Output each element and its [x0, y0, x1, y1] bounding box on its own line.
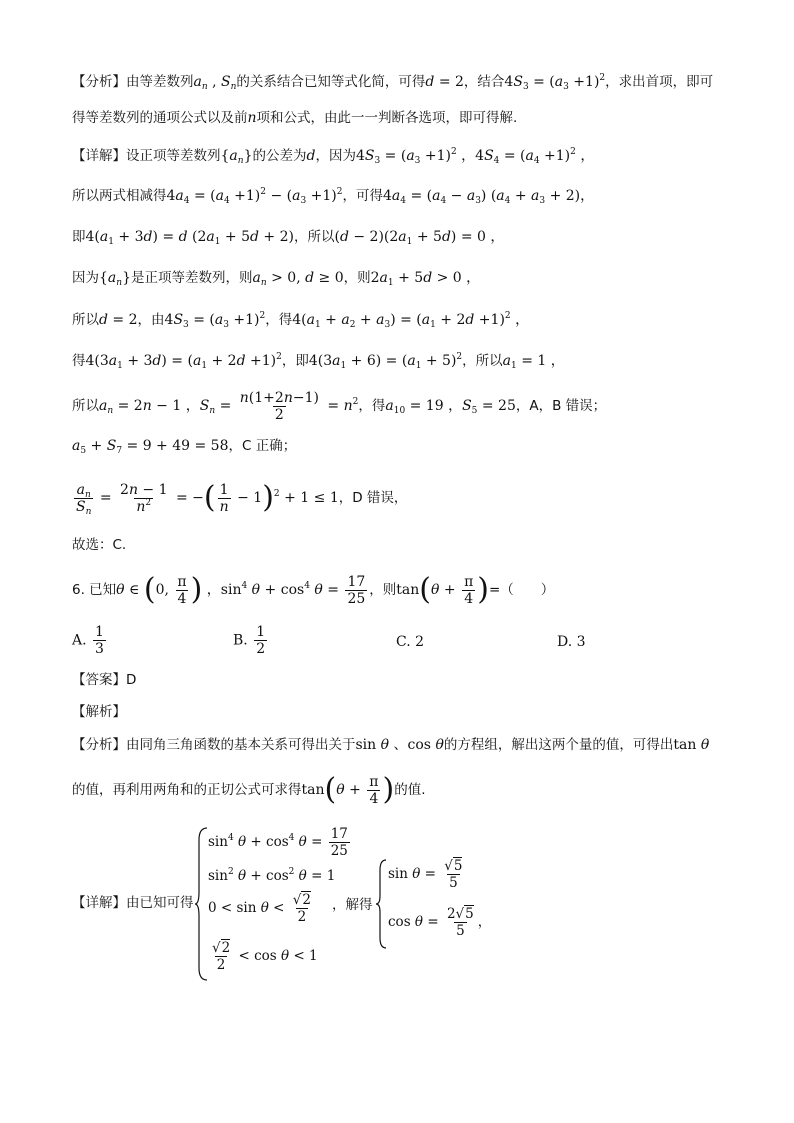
answer-tag: 【答案】 — [72, 672, 126, 688]
system-eq-4: $\frac{√2}{2}$ < cos θ < 1 — [212, 940, 318, 973]
solve-label: ，解得 — [332, 897, 373, 913]
option-d: D. 3 — [557, 634, 586, 650]
question-6: 6. 已知θ ∈ (0, $\frac{\pi}{4}$ ) ，$\sin^4 \theta + \cos^4 \theta$ = $\frac{17}{25}$ ，则tan(θ + $\frac{\pi}{4}$ )=（ ） — [72, 572, 555, 607]
answer-value: D — [126, 672, 137, 688]
analysis2-line-2: 的值，再利用两角和的正切公式可求得tan(θ + $\frac{\pi}{4}$ )的值. — [72, 772, 426, 807]
analysis2-line-1: 【分析】由同角三角函数的基本关系可得出关于sin θ 、cos θ的方程组，解出这两个量的值，可得出tan θ — [72, 737, 710, 753]
detail-line-4: 因为$\{a_n\}$是正项等差数列，则$a_n > 0$, d ≥ 0，则$2a_1 + 5d > 0$ ， — [72, 270, 481, 288]
system-eq-3: 0 < sin θ < $\frac{√2}{2}$ — [208, 892, 311, 925]
analysis-line-2: 得等差数列的通项公式以及前n项和公式，由此一一判断各选项，即可得解. — [72, 110, 518, 126]
detail-line-10: 故选：C. — [72, 537, 127, 553]
solution-cos: cos θ = $\frac{2√5}{5}$ ， — [388, 906, 492, 939]
detail-line-9: $\frac{a_n}{S_n}$ = $\frac{2n - 1}{n^2}$ = −( $\frac{1}{n}$ − 1)$^2$ + 1 ≤ 1，D 错误， — [76, 480, 408, 517]
right-brace — [376, 858, 388, 950]
option-a: A. $\frac{1}{3}$ — [72, 624, 104, 657]
analysis-tag: 【分析】 — [72, 74, 126, 90]
explain-tag: 【解析】 — [72, 704, 126, 720]
detail-line-3: 即$4(a_1 + 3d) = d$ $(2a_1 + 5d + 2)$，所以$(d - 2)(2a_1 + 5d) = 0$ ， — [72, 229, 505, 247]
detail-line-7: 所以$a_n = 2n - 1$ ，$S_n$ = $\frac{n(1+2n-1)}{2}$ = $n^2$，得$a_{10} = 19$ ，$S_5 = 25$，A，B 错误； — [72, 389, 607, 423]
answer-line — [72, 670, 136, 690]
detail-tag: 【详解】 — [72, 148, 126, 164]
analysis-line-1: 【分析】由等差数列$a_n$ , $S_n$的关系结合已知等式化简，可得d = 2，结合$4S_3 = (a_3 +1)^2$，求出首项，即可 — [72, 73, 714, 92]
detail2-lead: 【详解】由已知可得 — [72, 895, 194, 911]
detail-line-1: 【详解】设正项等差数列$\{a_n\}$的公差为d，因为$4S_3 = (a_3 +1)^2$ ，$4S_4 = (a_4 +1)^2$ ， — [72, 147, 595, 166]
system-eq-2: $\sin^2 \theta + \cos^2 \theta = 1$ — [208, 867, 336, 884]
system-eq-1: $\sin^4 \theta + \cos^4 \theta$ = $\frac{17}{25}$ — [208, 826, 348, 859]
detail-line-6: 得$4(3a_1 + 3d) = (a_1 + 2d +1)^2$，即$4(3a_1 + 6) = (a_1 + 5)^2$，所以$a_1 = 1$ ， — [72, 352, 565, 371]
option-c: C. 2 — [396, 634, 425, 650]
option-b: B. $\frac{1}{2}$ — [233, 624, 266, 657]
detail-line-8: $a_5 + S_7 = 9 + 49 = 58$，C 正确； — [72, 438, 297, 456]
left-brace — [195, 826, 209, 982]
detail-line-2: 所以两式相减得$4a_4 = (a_4 +1)^2 - (a_3 +1)^2$，可得$4a_4 = (a_4 - a_3) (a_4 + a_3 + 2)$， — [72, 187, 595, 206]
detail-line-5: 所以d = 2，由$4S_3 = (a_3 +1)^2$，得$4(a_1 + a_2 + a_3) = (a_1 + 2d +1)^2$ ， — [72, 311, 530, 330]
solution-sin: sin θ = $\frac{√5}{5}$ — [388, 858, 463, 891]
